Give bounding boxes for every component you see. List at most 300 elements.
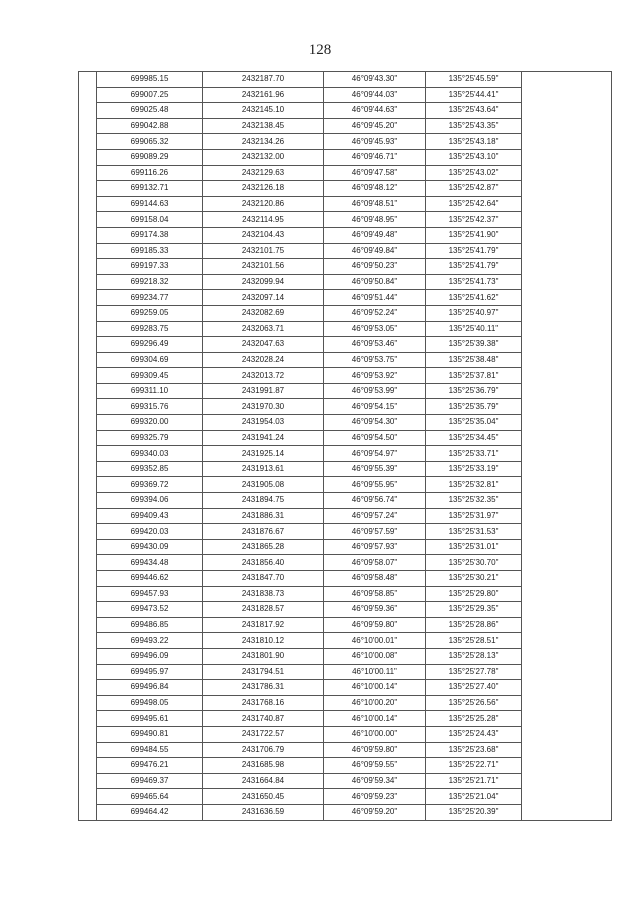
longitude-cell: 135°25'40.97" — [426, 305, 522, 321]
table-row — [79, 633, 612, 649]
row-spacer-cell — [79, 508, 97, 524]
row-blank-cell — [522, 804, 612, 820]
x-coordinate-cell: 699465.64 — [97, 789, 203, 805]
table-row — [79, 227, 612, 243]
y-coordinate-cell: 2431913.61 — [203, 461, 324, 477]
row-spacer-cell — [79, 368, 97, 384]
row-blank-cell — [522, 493, 612, 509]
row-spacer-cell — [79, 446, 97, 462]
x-coordinate-cell: 699283.75 — [97, 321, 203, 337]
row-spacer-cell — [79, 165, 97, 181]
x-coordinate-cell: 699496.09 — [97, 648, 203, 664]
y-coordinate-cell: 2431970.30 — [203, 399, 324, 415]
table-row — [79, 165, 612, 181]
latitude-cell: 46°09'49.84" — [324, 243, 426, 259]
y-coordinate-cell: 2432187.70 — [203, 72, 324, 88]
y-coordinate-cell: 2432063.71 — [203, 321, 324, 337]
row-blank-cell — [522, 243, 612, 259]
y-coordinate-cell: 2432134.26 — [203, 134, 324, 150]
x-coordinate-cell: 699446.62 — [97, 571, 203, 587]
latitude-cell: 46°09'58.85" — [324, 586, 426, 602]
y-coordinate-cell: 2432101.56 — [203, 259, 324, 275]
latitude-cell: 46°09'56.74" — [324, 493, 426, 509]
x-coordinate-cell: 699394.06 — [97, 493, 203, 509]
table-row — [79, 461, 612, 477]
row-spacer-cell — [79, 617, 97, 633]
latitude-cell: 46°09'50.84" — [324, 274, 426, 290]
y-coordinate-cell: 2431768.16 — [203, 695, 324, 711]
row-blank-cell — [522, 789, 612, 805]
row-blank-cell — [522, 726, 612, 742]
y-coordinate-cell: 2432132.00 — [203, 149, 324, 165]
row-blank-cell — [522, 524, 612, 540]
table-row — [79, 337, 612, 353]
row-blank-cell — [522, 711, 612, 727]
y-coordinate-cell: 2432145.10 — [203, 103, 324, 119]
row-spacer-cell — [79, 773, 97, 789]
longitude-cell: 135°25'45.59" — [426, 72, 522, 88]
row-blank-cell — [522, 773, 612, 789]
longitude-cell: 135°25'21.71" — [426, 773, 522, 789]
x-coordinate-cell: 699352.85 — [97, 461, 203, 477]
y-coordinate-cell: 2432120.86 — [203, 196, 324, 212]
row-blank-cell — [522, 227, 612, 243]
longitude-cell: 135°25'33.19" — [426, 461, 522, 477]
y-coordinate-cell: 2431991.87 — [203, 383, 324, 399]
longitude-cell: 135°25'43.02" — [426, 165, 522, 181]
row-spacer-cell — [79, 586, 97, 602]
longitude-cell: 135°25'29.80" — [426, 586, 522, 602]
longitude-cell: 135°25'41.79" — [426, 243, 522, 259]
row-spacer-cell — [79, 399, 97, 415]
longitude-cell: 135°25'29.35" — [426, 602, 522, 618]
table-row — [79, 648, 612, 664]
latitude-cell: 46°09'54.15" — [324, 399, 426, 415]
row-blank-cell — [522, 165, 612, 181]
table-row — [79, 602, 612, 618]
table-row — [79, 290, 612, 306]
latitude-cell: 46°09'51.44" — [324, 290, 426, 306]
x-coordinate-cell: 699469.37 — [97, 773, 203, 789]
row-blank-cell — [522, 259, 612, 275]
row-spacer-cell — [79, 103, 97, 119]
row-blank-cell — [522, 695, 612, 711]
table-row — [79, 259, 612, 275]
y-coordinate-cell: 2432028.24 — [203, 352, 324, 368]
latitude-cell: 46°10'00.00" — [324, 726, 426, 742]
y-coordinate-cell: 2431941.24 — [203, 430, 324, 446]
latitude-cell: 46°09'50.23" — [324, 259, 426, 275]
row-blank-cell — [522, 477, 612, 493]
row-blank-cell — [522, 586, 612, 602]
row-spacer-cell — [79, 524, 97, 540]
row-blank-cell — [522, 337, 612, 353]
x-coordinate-cell: 699490.81 — [97, 726, 203, 742]
latitude-cell: 46°10'00.08" — [324, 648, 426, 664]
table-row — [79, 446, 612, 462]
y-coordinate-cell: 2432047.63 — [203, 337, 324, 353]
latitude-cell: 46°09'44.03" — [324, 87, 426, 103]
table-row — [79, 321, 612, 337]
latitude-cell: 46°10'00.14" — [324, 711, 426, 727]
table-row — [79, 430, 612, 446]
latitude-cell: 46°09'49.48" — [324, 227, 426, 243]
row-spacer-cell — [79, 680, 97, 696]
y-coordinate-cell: 2432101.75 — [203, 243, 324, 259]
longitude-cell: 135°25'42.64" — [426, 196, 522, 212]
longitude-cell: 135°25'43.35" — [426, 118, 522, 134]
latitude-cell: 46°09'53.99" — [324, 383, 426, 399]
table-row — [79, 711, 612, 727]
row-blank-cell — [522, 134, 612, 150]
row-spacer-cell — [79, 72, 97, 88]
table-row — [79, 804, 612, 820]
row-blank-cell — [522, 461, 612, 477]
y-coordinate-cell: 2431954.03 — [203, 415, 324, 431]
x-coordinate-cell: 699495.61 — [97, 711, 203, 727]
y-coordinate-cell: 2431865.28 — [203, 539, 324, 555]
table-row — [79, 118, 612, 134]
x-coordinate-cell: 699025.48 — [97, 103, 203, 119]
row-spacer-cell — [79, 87, 97, 103]
x-coordinate-cell: 699496.84 — [97, 680, 203, 696]
x-coordinate-cell: 699340.03 — [97, 446, 203, 462]
x-coordinate-cell: 699325.79 — [97, 430, 203, 446]
latitude-cell: 46°09'57.59" — [324, 524, 426, 540]
row-spacer-cell — [79, 539, 97, 555]
latitude-cell: 46°09'45.93" — [324, 134, 426, 150]
longitude-cell: 135°25'32.35" — [426, 493, 522, 509]
x-coordinate-cell: 699197.33 — [97, 259, 203, 275]
x-coordinate-cell: 699434.48 — [97, 555, 203, 571]
row-spacer-cell — [79, 149, 97, 165]
row-spacer-cell — [79, 134, 97, 150]
longitude-cell: 135°25'40.11" — [426, 321, 522, 337]
latitude-cell: 46°09'53.92" — [324, 368, 426, 384]
row-spacer-cell — [79, 196, 97, 212]
x-coordinate-cell: 699174.38 — [97, 227, 203, 243]
row-spacer-cell — [79, 461, 97, 477]
y-coordinate-cell: 2431828.57 — [203, 602, 324, 618]
row-spacer-cell — [79, 711, 97, 727]
longitude-cell: 135°25'41.79" — [426, 259, 522, 275]
table-row — [79, 695, 612, 711]
longitude-cell: 135°25'26.56" — [426, 695, 522, 711]
row-blank-cell — [522, 508, 612, 524]
table-row — [79, 368, 612, 384]
table-row — [79, 680, 612, 696]
row-spacer-cell — [79, 648, 97, 664]
longitude-cell: 135°25'24.43" — [426, 726, 522, 742]
row-spacer-cell — [79, 571, 97, 587]
latitude-cell: 46°09'59.20" — [324, 804, 426, 820]
longitude-cell: 135°25'28.51" — [426, 633, 522, 649]
longitude-cell: 135°25'30.21" — [426, 571, 522, 587]
latitude-cell: 46°09'46.71" — [324, 149, 426, 165]
longitude-cell: 135°25'33.71" — [426, 446, 522, 462]
row-blank-cell — [522, 352, 612, 368]
row-spacer-cell — [79, 243, 97, 259]
longitude-cell: 135°25'43.18" — [426, 134, 522, 150]
row-blank-cell — [522, 305, 612, 321]
longitude-cell: 135°25'41.90" — [426, 227, 522, 243]
row-spacer-cell — [79, 695, 97, 711]
latitude-cell: 46°09'59.34" — [324, 773, 426, 789]
row-blank-cell — [522, 430, 612, 446]
row-blank-cell — [522, 633, 612, 649]
x-coordinate-cell: 699065.32 — [97, 134, 203, 150]
row-spacer-cell — [79, 804, 97, 820]
row-blank-cell — [522, 664, 612, 680]
longitude-cell: 135°25'42.87" — [426, 181, 522, 197]
row-spacer-cell — [79, 789, 97, 805]
x-coordinate-cell: 699158.04 — [97, 212, 203, 228]
row-spacer-cell — [79, 415, 97, 431]
latitude-cell: 46°09'43.30" — [324, 72, 426, 88]
table-row — [79, 103, 612, 119]
y-coordinate-cell: 2431838.73 — [203, 586, 324, 602]
y-coordinate-cell: 2431856.40 — [203, 555, 324, 571]
row-blank-cell — [522, 212, 612, 228]
coordinates-table — [78, 71, 612, 821]
row-blank-cell — [522, 555, 612, 571]
longitude-cell: 135°25'20.39" — [426, 804, 522, 820]
page-number: 128 — [308, 42, 332, 58]
row-blank-cell — [522, 383, 612, 399]
x-coordinate-cell: 699409.43 — [97, 508, 203, 524]
latitude-cell: 46°10'00.14" — [324, 680, 426, 696]
y-coordinate-cell: 2432097.14 — [203, 290, 324, 306]
latitude-cell: 46°09'48.12" — [324, 181, 426, 197]
y-coordinate-cell: 2432099.94 — [203, 274, 324, 290]
x-coordinate-cell: 699420.03 — [97, 524, 203, 540]
longitude-cell: 135°25'22.71" — [426, 758, 522, 774]
longitude-cell: 135°25'31.01" — [426, 539, 522, 555]
latitude-cell: 46°09'58.48" — [324, 571, 426, 587]
longitude-cell: 135°25'34.45" — [426, 430, 522, 446]
x-coordinate-cell: 699218.32 — [97, 274, 203, 290]
table-row — [79, 493, 612, 509]
latitude-cell: 46°09'44.63" — [324, 103, 426, 119]
x-coordinate-cell: 699315.76 — [97, 399, 203, 415]
table-row — [79, 415, 612, 431]
row-spacer-cell — [79, 477, 97, 493]
longitude-cell: 135°25'27.78" — [426, 664, 522, 680]
y-coordinate-cell: 2431886.31 — [203, 508, 324, 524]
table-row — [79, 134, 612, 150]
x-coordinate-cell: 699495.97 — [97, 664, 203, 680]
row-blank-cell — [522, 571, 612, 587]
longitude-cell: 135°25'23.68" — [426, 742, 522, 758]
x-coordinate-cell: 699493.22 — [97, 633, 203, 649]
longitude-cell: 135°25'36.79" — [426, 383, 522, 399]
latitude-cell: 46°09'53.46" — [324, 337, 426, 353]
latitude-cell: 46°09'55.95" — [324, 477, 426, 493]
table-row — [79, 586, 612, 602]
row-spacer-cell — [79, 555, 97, 571]
row-blank-cell — [522, 118, 612, 134]
latitude-cell: 46°09'59.23" — [324, 789, 426, 805]
table-row — [79, 243, 612, 259]
row-blank-cell — [522, 415, 612, 431]
row-spacer-cell — [79, 181, 97, 197]
row-blank-cell — [522, 368, 612, 384]
longitude-cell: 135°25'35.79" — [426, 399, 522, 415]
longitude-cell: 135°25'38.48" — [426, 352, 522, 368]
x-coordinate-cell: 699185.33 — [97, 243, 203, 259]
row-blank-cell — [522, 539, 612, 555]
latitude-cell: 46°09'54.97" — [324, 446, 426, 462]
x-coordinate-cell: 699473.52 — [97, 602, 203, 618]
row-spacer-cell — [79, 742, 97, 758]
y-coordinate-cell: 2432082.69 — [203, 305, 324, 321]
y-coordinate-cell: 2432013.72 — [203, 368, 324, 384]
latitude-cell: 46°10'00.11" — [324, 664, 426, 680]
table-row — [79, 305, 612, 321]
longitude-cell: 135°25'43.10" — [426, 149, 522, 165]
y-coordinate-cell: 2431876.67 — [203, 524, 324, 540]
x-coordinate-cell: 699234.77 — [97, 290, 203, 306]
latitude-cell: 46°09'53.75" — [324, 352, 426, 368]
table-row — [79, 274, 612, 290]
latitude-cell: 46°09'45.20" — [324, 118, 426, 134]
y-coordinate-cell: 2431650.45 — [203, 789, 324, 805]
y-coordinate-cell: 2431905.08 — [203, 477, 324, 493]
x-coordinate-cell: 699007.25 — [97, 87, 203, 103]
table-row — [79, 383, 612, 399]
row-blank-cell — [522, 758, 612, 774]
latitude-cell: 46°09'59.36" — [324, 602, 426, 618]
y-coordinate-cell: 2431925.14 — [203, 446, 324, 462]
latitude-cell: 46°09'59.80" — [324, 742, 426, 758]
table-row — [79, 212, 612, 228]
row-blank-cell — [522, 103, 612, 119]
table-row — [79, 742, 612, 758]
longitude-cell: 135°25'39.38" — [426, 337, 522, 353]
longitude-cell: 135°25'31.53" — [426, 524, 522, 540]
latitude-cell: 46°09'53.05" — [324, 321, 426, 337]
table-row — [79, 726, 612, 742]
row-blank-cell — [522, 399, 612, 415]
row-spacer-cell — [79, 430, 97, 446]
longitude-cell: 135°25'41.62" — [426, 290, 522, 306]
row-blank-cell — [522, 446, 612, 462]
x-coordinate-cell: 699304.69 — [97, 352, 203, 368]
latitude-cell: 46°09'48.51" — [324, 196, 426, 212]
row-spacer-cell — [79, 352, 97, 368]
latitude-cell: 46°10'00.20" — [324, 695, 426, 711]
table-row — [79, 399, 612, 415]
row-blank-cell — [522, 680, 612, 696]
latitude-cell: 46°09'59.80" — [324, 617, 426, 633]
table-row — [79, 789, 612, 805]
row-spacer-cell — [79, 118, 97, 134]
x-coordinate-cell: 699144.63 — [97, 196, 203, 212]
row-spacer-cell — [79, 259, 97, 275]
longitude-cell: 135°25'31.97" — [426, 508, 522, 524]
latitude-cell: 46°09'57.93" — [324, 539, 426, 555]
x-coordinate-cell: 699484.55 — [97, 742, 203, 758]
x-coordinate-cell: 699042.88 — [97, 118, 203, 134]
y-coordinate-cell: 2431786.31 — [203, 680, 324, 696]
row-spacer-cell — [79, 602, 97, 618]
y-coordinate-cell: 2432126.18 — [203, 181, 324, 197]
table-row — [79, 555, 612, 571]
table-row — [79, 524, 612, 540]
y-coordinate-cell: 2431847.70 — [203, 571, 324, 587]
row-spacer-cell — [79, 758, 97, 774]
row-blank-cell — [522, 72, 612, 88]
table-row — [79, 181, 612, 197]
y-coordinate-cell: 2431636.59 — [203, 804, 324, 820]
table-row — [79, 87, 612, 103]
longitude-cell: 135°25'43.64" — [426, 103, 522, 119]
row-blank-cell — [522, 321, 612, 337]
x-coordinate-cell: 699430.09 — [97, 539, 203, 555]
y-coordinate-cell: 2431664.84 — [203, 773, 324, 789]
row-spacer-cell — [79, 321, 97, 337]
x-coordinate-cell: 699309.45 — [97, 368, 203, 384]
longitude-cell: 135°25'30.70" — [426, 555, 522, 571]
row-blank-cell — [522, 742, 612, 758]
x-coordinate-cell: 699311.10 — [97, 383, 203, 399]
row-spacer-cell — [79, 664, 97, 680]
y-coordinate-cell: 2431810.12 — [203, 633, 324, 649]
longitude-cell: 135°25'28.13" — [426, 648, 522, 664]
latitude-cell: 46°09'55.39" — [324, 461, 426, 477]
row-blank-cell — [522, 149, 612, 165]
row-blank-cell — [522, 274, 612, 290]
row-spacer-cell — [79, 290, 97, 306]
longitude-cell: 135°25'44.41" — [426, 87, 522, 103]
y-coordinate-cell: 2431894.75 — [203, 493, 324, 509]
x-coordinate-cell: 699464.42 — [97, 804, 203, 820]
x-coordinate-cell: 699486.85 — [97, 617, 203, 633]
coordinates-table-body — [79, 72, 612, 821]
row-spacer-cell — [79, 383, 97, 399]
y-coordinate-cell: 2432129.63 — [203, 165, 324, 181]
row-spacer-cell — [79, 493, 97, 509]
latitude-cell: 46°09'54.30" — [324, 415, 426, 431]
row-spacer-cell — [79, 274, 97, 290]
longitude-cell: 135°25'27.40" — [426, 680, 522, 696]
x-coordinate-cell: 699457.93 — [97, 586, 203, 602]
table-row — [79, 758, 612, 774]
x-coordinate-cell: 699132.71 — [97, 181, 203, 197]
x-coordinate-cell: 699369.72 — [97, 477, 203, 493]
row-spacer-cell — [79, 227, 97, 243]
y-coordinate-cell: 2432161.96 — [203, 87, 324, 103]
latitude-cell: 46°10'00.01" — [324, 633, 426, 649]
row-blank-cell — [522, 617, 612, 633]
longitude-cell: 135°25'35.04" — [426, 415, 522, 431]
latitude-cell: 46°09'54.50" — [324, 430, 426, 446]
table-row — [79, 72, 612, 88]
x-coordinate-cell: 699089.29 — [97, 149, 203, 165]
y-coordinate-cell: 2431706.79 — [203, 742, 324, 758]
row-blank-cell — [522, 290, 612, 306]
latitude-cell: 46°09'47.58" — [324, 165, 426, 181]
x-coordinate-cell: 699259.05 — [97, 305, 203, 321]
latitude-cell: 46°09'58.07" — [324, 555, 426, 571]
y-coordinate-cell: 2431740.87 — [203, 711, 324, 727]
table-row — [79, 149, 612, 165]
latitude-cell: 46°09'52.24" — [324, 305, 426, 321]
y-coordinate-cell: 2432114.95 — [203, 212, 324, 228]
y-coordinate-cell: 2431685.98 — [203, 758, 324, 774]
row-blank-cell — [522, 648, 612, 664]
y-coordinate-cell: 2432138.45 — [203, 118, 324, 134]
